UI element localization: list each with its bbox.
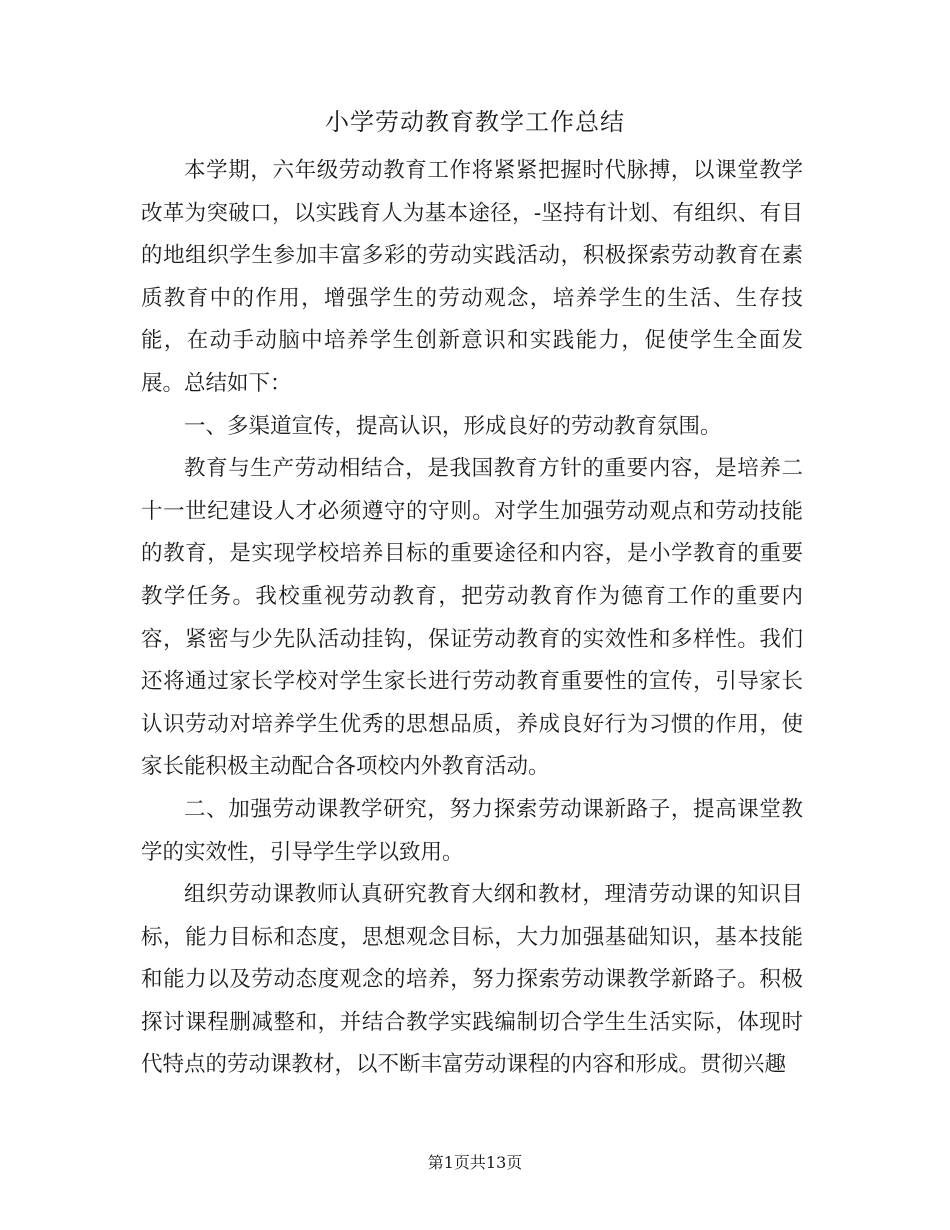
page-footer: 第1页共13页 (427, 1153, 523, 1172)
document-title: 小学劳动教育教学工作总结 (325, 108, 625, 136)
section-heading-2: 二、加强劳动课教学研究，努力探索劳动课新路子，提高课堂教学的实效性，引导学生学以致用。 (141, 796, 803, 865)
paragraph-section-1: 教育与生产劳动相结合，是我国教育方针的重要内容，是培养二十一世纪建设人才必须遵守的守则。对学生加强劳动观点和劳动技能的教育，是实现学校培养目标的重要途径和内容，是小学教育的重要教学任务。我校重视劳动教育，把劳动教育作为德育工作的重要内容，紧密与少先队活动挂钩，保证劳动教育的实效性和多样性。我们还将通过家长学校对学生家长进行劳动教育重要性的宣传，引导家长认识劳动对培养学生优秀的思想品质，养成良好行为习惯的作用，使家长能积极主动配合各项校内外教育活动。 (141, 456, 803, 780)
section-heading-1: 一、多渠道宣传，提高认识，形成良好的劳动教育氛围。 (184, 413, 722, 439)
paragraph-section-2: 组织劳动课教师认真研究教育大纲和教材，理清劳动课的知识目标，能力目标和态度，思想观念目标，大力加强基础知识，基本技能和能力以及劳动态度观念的培养，努力探索劳动课教学新路子。积极探讨课程删减整和，并结合教学实践编制切合学生生活实际，体现时代特点的劳动课教材，以不断丰富劳动课程的内容和形成。贯彻兴趣 (141, 882, 803, 1078)
paragraph-intro: 本学期，六年级劳动教育工作将紧紧把握时代脉搏，以课堂教学改革为突破口，以实践育人为基本途径，-坚持有计划、有组织、有目的地组织学生参加丰富多彩的劳动实践活动，积极探索劳动教育在素质教育中的作用，增强学生的劳动观念，培养学生的生活、生存技能，在动手动脑中培养学生创新意识和实践能力，促使学生全面发展。总结如下： (141, 158, 803, 396)
document-body (141, 150, 803, 1087)
